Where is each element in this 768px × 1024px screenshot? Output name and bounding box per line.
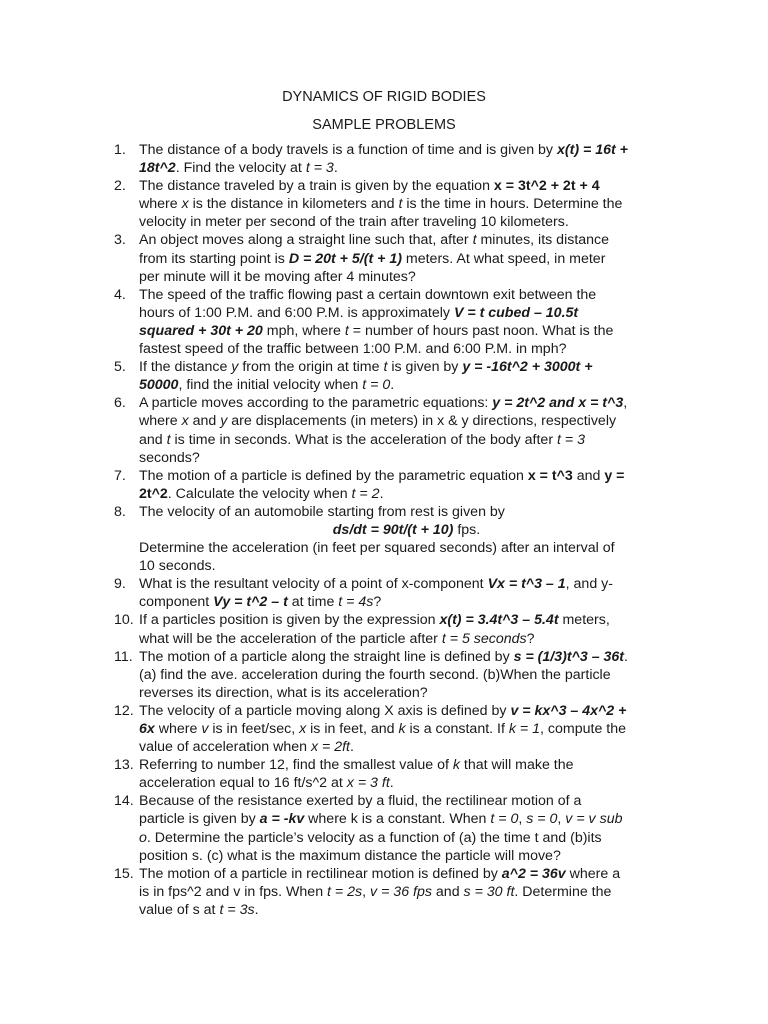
problem-text-line — [139, 557, 674, 575]
problem-item — [114, 141, 674, 177]
problem-text: . — [349, 739, 354, 756]
emphasis-text: ds/dt = 90t/(t + 10) — [332, 521, 454, 538]
emphasis-text: s = (1/3)t^3 – 36t — [513, 648, 625, 665]
emphasis-text: v = 36 fps — [370, 883, 432, 900]
emphasis-text: y — [231, 359, 239, 376]
emphasis-text: y — [220, 413, 228, 430]
emphasis-text: t = 0 — [490, 811, 519, 828]
emphasis-text: t = 3s — [219, 901, 255, 918]
problem-text-line — [139, 485, 674, 503]
problem-item — [114, 467, 674, 503]
problem-text: where k is a constant. When — [304, 811, 491, 828]
problem-item — [114, 792, 674, 864]
problem-text-line — [139, 720, 674, 738]
emphasis-text: t — [472, 232, 477, 249]
problem-text: is in fps^2 and v in fps. When — [139, 883, 328, 900]
problem-text-line — [139, 412, 674, 430]
emphasis-text: x — [181, 196, 189, 213]
emphasis-text: 18t^2 — [139, 160, 176, 177]
emphasis-text: 50000 — [139, 377, 179, 394]
problem-text-line — [139, 611, 674, 629]
problem-text: is time in seconds. What is the acceleration of the body after — [170, 431, 557, 448]
problem-text-line — [139, 195, 674, 213]
emphasis-text: x = 3t^2 + 2t + 4 — [493, 178, 600, 195]
problem-item — [114, 503, 674, 575]
problem-text-line — [139, 177, 674, 195]
problem-text: value of acceleration when — [139, 739, 311, 756]
emphasis-text: t = 2s — [327, 883, 363, 900]
emphasis-text: x = 3 ft — [346, 775, 390, 792]
problem-item — [114, 865, 674, 919]
emphasis-text: s = 0 — [526, 811, 558, 828]
problem-text: A particle moves according to the parametric equations: — [139, 395, 493, 412]
problem-item — [114, 358, 674, 394]
emphasis-text: k — [398, 721, 406, 737]
problem-text-line — [139, 213, 674, 231]
problem-text: reverses its direction, what is its acceleration? — [139, 684, 428, 701]
problem-text: , — [518, 811, 527, 828]
problem-text: The velocity of a particle moving along X axis is defined by — [139, 702, 511, 719]
problem-text: fastest speed of the traffic between 1:00 P.M. and 6:00 P.M. in mph? — [139, 341, 567, 358]
problem-text-line — [139, 829, 674, 847]
problem-text: Determine the acceleration (in feet per squared seconds) after an interval of — [139, 540, 615, 557]
problem-text: , find the initial velocity when — [178, 377, 363, 394]
problem-number: 15. — [114, 865, 134, 882]
problem-text: = number of hours past noon. What is the — [348, 322, 614, 339]
problem-text: is a constant. If — [405, 721, 509, 737]
emphasis-text: squared + 30t + 20 — [139, 322, 263, 339]
problem-text-line — [139, 810, 674, 828]
problem-text-line — [139, 648, 674, 666]
problem-text-line — [139, 883, 674, 901]
problem-text-line — [139, 449, 674, 467]
emphasis-text: t — [344, 322, 349, 339]
emphasis-text: 6x — [139, 721, 155, 737]
problem-text: is in feet/sec, — [208, 721, 300, 737]
problem-text: is the time in hours. Determine the — [402, 196, 623, 213]
emphasis-text: v — [201, 721, 209, 737]
problem-text: The distance of a body travels is a function of time and is given by — [139, 142, 557, 158]
problem-item — [114, 702, 674, 756]
problem-text: , — [362, 883, 371, 900]
emphasis-text: v = kx^3 – 4x^2 + — [510, 702, 627, 719]
problem-text: . — [333, 160, 338, 177]
emphasis-text: k — [452, 757, 460, 774]
problem-number: 5. — [114, 359, 126, 376]
emphasis-text: t = 3 — [305, 160, 334, 177]
emphasis-text: t = 5 seconds — [441, 630, 527, 647]
problem-text: . — [624, 648, 628, 665]
emphasis-text: t = 0 — [362, 377, 391, 394]
problem-text-line — [139, 539, 674, 557]
emphasis-text: t — [398, 196, 403, 213]
problem-text: meters, — [558, 612, 610, 629]
emphasis-text: a^2 = 36v — [501, 865, 566, 882]
problem-text: The velocity of an automobile starting from rest is given by — [139, 503, 505, 520]
emphasis-text: k = 1 — [508, 721, 541, 737]
problem-text: seconds? — [139, 449, 200, 466]
problem-text-line — [139, 467, 674, 485]
problem-text: . — [254, 901, 259, 918]
problem-text-line — [139, 503, 674, 521]
problem-text: component — [139, 594, 214, 611]
problem-text-line — [139, 666, 674, 684]
problem-number: 6. — [114, 395, 126, 412]
problem-number: 14. — [114, 793, 134, 810]
problem-text-line — [139, 575, 674, 593]
emphasis-text: o — [139, 829, 147, 846]
emphasis-text: t — [383, 359, 388, 376]
problem-text-line — [139, 684, 674, 702]
emphasis-text: v = v sub — [565, 811, 623, 828]
problem-text-line — [139, 322, 674, 340]
emphasis-text: t = 2 — [351, 485, 380, 502]
problem-text-line — [139, 394, 674, 412]
problem-text: and — [188, 413, 221, 430]
emphasis-text: t — [166, 431, 171, 448]
problem-text: If a particles position is given by the expression — [139, 612, 440, 629]
problem-text-line — [139, 738, 674, 756]
problem-text-line — [139, 792, 674, 810]
problem-text-line — [139, 268, 674, 286]
problem-number: 11. — [114, 648, 133, 665]
problem-number: 13. — [114, 757, 134, 774]
problem-number: 7. — [114, 467, 126, 484]
problem-text: per minute will it be moving after 4 minutes? — [139, 268, 416, 285]
problem-text: (a) find the ave. acceleration during the fourth second. (b)When the particle — [139, 666, 611, 683]
problem-text: where — [139, 196, 182, 213]
problem-text-line — [139, 231, 674, 249]
problem-text: . Determine the — [514, 883, 612, 900]
problem-text: is the distance in kilometers and — [188, 196, 399, 213]
problem-text: from the origin at time — [238, 359, 384, 376]
problem-text: . Find the velocity at — [175, 160, 306, 177]
emphasis-text: t = 3 — [557, 431, 586, 448]
problem-text: at time — [287, 594, 339, 611]
problem-text-line — [139, 593, 674, 611]
problem-number: 3. — [114, 232, 126, 249]
problem-text-line — [139, 865, 674, 883]
emphasis-text: Vy = t^2 – t — [213, 594, 288, 611]
problem-text-line — [139, 756, 674, 774]
problem-text: , compute the — [540, 721, 626, 737]
emphasis-text: x = t^3 — [527, 467, 573, 484]
problem-item — [114, 575, 674, 611]
problem-number: 2. — [114, 178, 126, 195]
document-title: DYNAMICS OF RIGID BODIES — [282, 89, 486, 105]
problem-text: , and y- — [565, 576, 613, 593]
problem-text: particle is given by — [139, 811, 260, 828]
problem-text: , — [557, 811, 566, 828]
problem-text-line — [139, 250, 674, 268]
problem-text: where — [154, 721, 202, 737]
problem-text: . — [390, 377, 395, 394]
problem-list — [114, 141, 674, 919]
emphasis-text: D = 20t + 5/(t + 1) — [288, 250, 402, 267]
problem-item — [114, 177, 674, 231]
problem-text: from its starting point is — [139, 250, 289, 267]
problem-text: If the distance — [139, 359, 232, 376]
emphasis-text: t = 4s — [338, 594, 374, 611]
problem-text: . — [379, 485, 384, 502]
emphasis-text: x(t) = 3.4t^3 – 5.4t — [439, 612, 559, 629]
problem-text: . — [389, 775, 394, 792]
problem-text: Because of the resistance exerted by a fluid, the rectilinear motion of a — [139, 793, 582, 810]
problem-text: that will make the — [459, 757, 574, 774]
emphasis-text: V = t cubed – 10.5t — [453, 304, 579, 321]
problem-text: ? — [373, 594, 382, 611]
problem-number: 1. — [114, 142, 126, 158]
problem-text: . Determine the particle’s velocity as a function of (a) the time t and (b)its — [146, 829, 602, 846]
problem-text-line — [139, 901, 674, 919]
document-subtitle: SAMPLE PROBLEMS — [312, 117, 456, 133]
problem-text: value of s at — [139, 901, 220, 918]
problem-text: . Calculate the velocity when — [167, 485, 352, 502]
emphasis-text: y = 2t^2 and x = t^3 — [492, 395, 624, 412]
problem-text: ? — [526, 630, 535, 647]
problem-text: velocity in meter per second of the train after traveling 10 kilometers. — [139, 214, 569, 231]
problem-text: what will be the acceleration of the particle after — [139, 630, 442, 647]
problem-number: 4. — [114, 286, 126, 303]
problem-text: and — [431, 883, 464, 900]
problem-text: fps. — [453, 521, 481, 538]
problem-text-line — [139, 141, 674, 159]
emphasis-text: y = -16t^2 + 3000t + — [462, 359, 593, 376]
problem-item — [114, 231, 674, 285]
problem-text: What is the resultant velocity of a point of x-component — [139, 576, 488, 593]
problem-text-line — [139, 340, 674, 358]
problem-text-line — [139, 774, 674, 792]
emphasis-text: Vx = t^3 – 1 — [487, 576, 566, 593]
problem-text-line — [139, 376, 674, 394]
problem-item — [114, 394, 674, 466]
problem-text-line — [139, 431, 674, 449]
problem-number: 12. — [114, 702, 134, 719]
emphasis-text: x = 2ft — [310, 739, 350, 756]
problem-text-line — [139, 358, 674, 376]
problem-text: The speed of the traffic flowing past a certain downtown exit between the — [139, 286, 597, 303]
problem-number: 8. — [114, 503, 126, 520]
problem-item — [114, 611, 674, 647]
problem-number: 10. — [114, 612, 134, 629]
emphasis-text: 2t^2 — [139, 485, 168, 502]
problem-text: position s. (c) what is the maximum distance the particle will move? — [139, 847, 561, 864]
problem-text: and — [139, 431, 167, 448]
problem-text: and — [572, 467, 605, 484]
problem-text: , — [623, 395, 628, 412]
emphasis-text: a = -kv — [259, 811, 305, 828]
emphasis-text: y = — [604, 467, 625, 484]
problem-text: are displacements (in meters) in x & y directions, respectively — [227, 413, 617, 430]
problem-text: The motion of a particle along the straight line is defined by — [139, 648, 514, 665]
problem-item — [114, 286, 674, 358]
problem-text-line — [139, 521, 674, 539]
emphasis-text: x(t) = 16t + — [556, 142, 628, 158]
problem-text: mph, where — [262, 322, 345, 339]
problem-text: hours of 1:00 P.M. and 6:00 P.M. is approximately — [139, 304, 454, 321]
problem-text-line — [139, 630, 674, 648]
problem-text-line — [139, 286, 674, 304]
problem-text: acceleration equal to 16 ft/s^2 at — [139, 775, 347, 792]
problem-text: The distance traveled by a train is given by the equation — [139, 178, 494, 195]
problem-text: The motion of a particle is defined by the parametric equation — [139, 467, 528, 484]
problem-text: An object moves along a straight line such that, after — [139, 232, 473, 249]
problem-text-line — [139, 847, 674, 865]
problem-text: where a — [565, 865, 621, 882]
problem-text: The motion of a particle in rectilinear motion is defined by — [139, 865, 502, 882]
emphasis-text: s = 30 ft — [463, 883, 515, 900]
emphasis-text: x — [181, 413, 189, 430]
problem-item — [114, 648, 674, 702]
problem-text: meters. At what speed, in meter — [401, 250, 606, 267]
problem-text-line — [139, 159, 674, 177]
problem-text: Referring to number 12, find the smallest value of — [139, 757, 453, 774]
problem-text: 10 seconds. — [139, 558, 216, 575]
problem-text: minutes, its distance — [476, 232, 610, 249]
problem-number: 9. — [114, 576, 126, 593]
problem-text: where — [139, 413, 182, 430]
emphasis-text: x — [299, 721, 307, 737]
problem-text-line — [139, 702, 674, 720]
problem-text: is given by — [387, 359, 463, 376]
problem-text-line — [139, 304, 674, 322]
problem-text: is in feet, and — [306, 721, 399, 737]
problem-item — [114, 756, 674, 792]
